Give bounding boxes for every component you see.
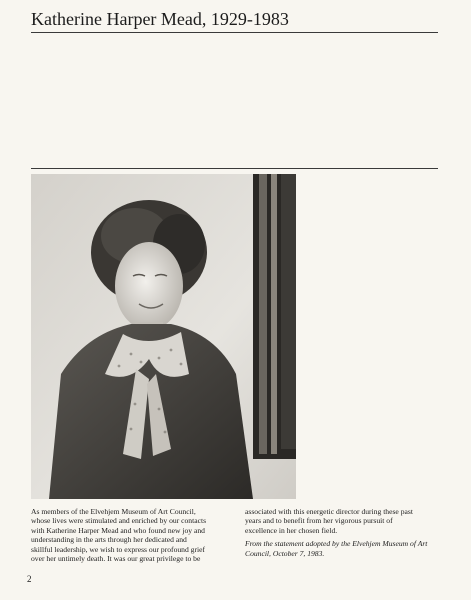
text-line: excellence in her chosen field.: [245, 525, 338, 535]
photo-rule: [31, 168, 438, 169]
text-line: with Katherine Harper Mead and who found new joy and: [31, 525, 205, 535]
attribution-line: From the statement adopted by the Elvehjem Museum of Art: [245, 539, 428, 549]
text-line: years and to benefit from her vigorous pursuit of: [245, 516, 393, 526]
attribution-line: Council, October 7, 1983.: [245, 548, 325, 558]
text-line: As members of the Elvehjem Museum of Art Council,: [31, 507, 196, 516]
body-text-right: [245, 507, 445, 558]
portrait-photo: [31, 174, 296, 499]
page-title: Katherine Harper Mead, 1929-1983: [31, 9, 289, 29]
body-text-left: [31, 507, 231, 563]
text-line: understanding in the arts through her dedicated and: [31, 535, 187, 545]
text-line: associated with this energetic director during these past: [245, 507, 413, 516]
text-line: over her untimely death. It was our great privilege to be: [31, 554, 201, 564]
top-rule: [31, 32, 438, 33]
page-number: 2: [27, 574, 32, 584]
text-line: whose lives were stimulated and enriched by our contacts: [31, 516, 207, 526]
text-line: skillful leadership, we wish to express our profound grief: [31, 544, 205, 554]
